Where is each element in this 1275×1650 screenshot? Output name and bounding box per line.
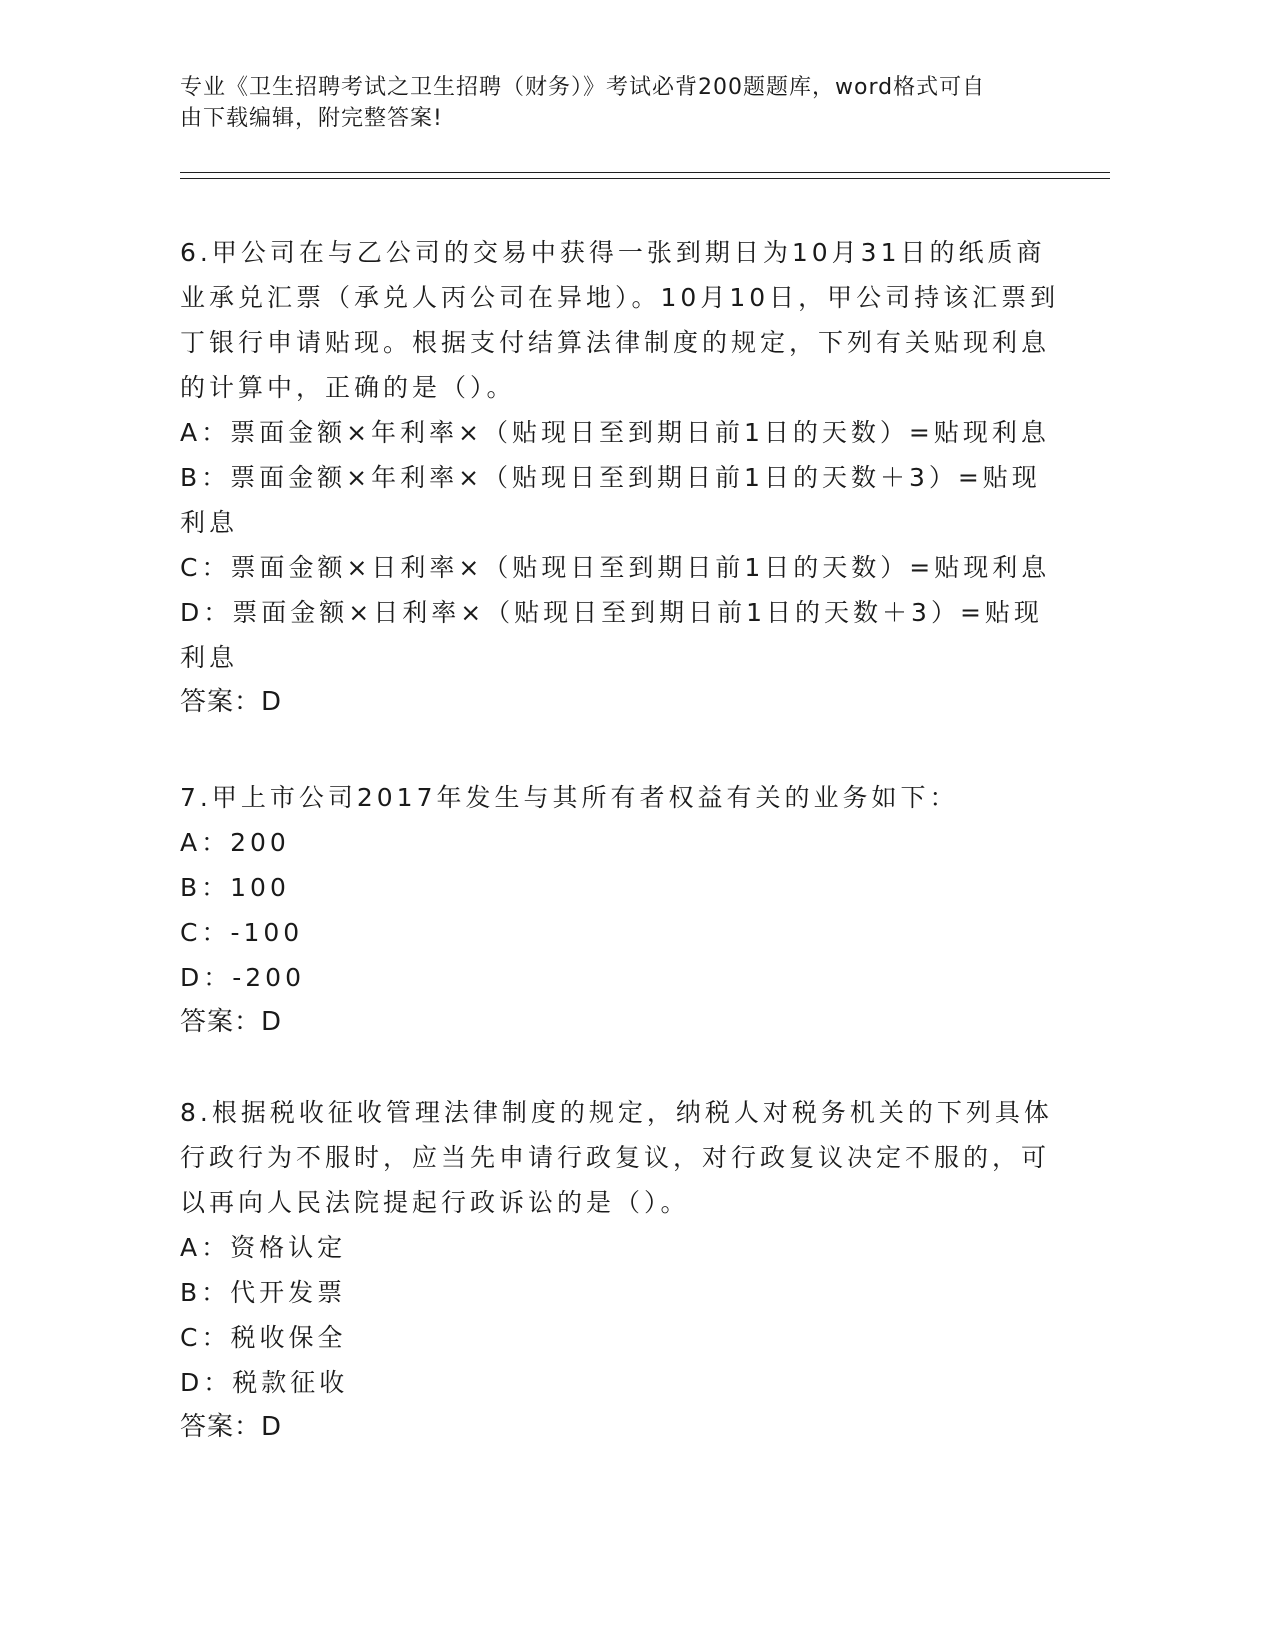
question-7 (180, 775, 1060, 1045)
header-line-1: 专业《卫生招聘考试之卫生招聘（财务）》考试必背200题题库，word格式可自 (180, 75, 986, 100)
question-text: 7.甲上市公司2017年发生与其所有者权益有关的业务如下： (180, 783, 959, 812)
question-text: 6.甲公司在与乙公司的交易中获得一张到期日为10月31日的纸质商业承兑汇票（承兑人丙公司在异地）。10月10日，甲公司持该汇票到丁银行申请贴现。根据支付结算法律制度的规定，下列有关贴现利息的计算中，正确的是（）。 (180, 238, 1060, 402)
option-c: C：-100 (180, 918, 304, 947)
option-b: B：票面金额×年利率×（贴现日至到期日前1日的天数＋3）=贴现利息 (180, 463, 1041, 537)
question-6 (180, 230, 1060, 725)
option-c: C：票面金额×日利率×（贴现日至到期日前1日的天数）=贴现利息 (180, 553, 1051, 582)
option-d: D：票面金额×日利率×（贴现日至到期日前1日的天数＋3）=贴现利息 (180, 598, 1043, 672)
option-a: A：资格认定 (180, 1233, 347, 1262)
option-d: D：税款征收 (180, 1368, 349, 1397)
header-divider-top (180, 172, 1110, 173)
answer: 答案：D (180, 1007, 283, 1037)
option-a: A：票面金额×年利率×（贴现日至到期日前1日的天数）=贴现利息 (180, 418, 1050, 447)
option-b: B：100 (180, 873, 290, 902)
option-c: C：税收保全 (180, 1323, 347, 1352)
header-divider-bottom (180, 178, 1110, 179)
answer: 答案：D (180, 687, 283, 717)
header-line-2: 由下载编辑，附完整答案! (180, 106, 443, 131)
option-b: B：代开发票 (180, 1278, 347, 1307)
answer: 答案：D (180, 1412, 283, 1442)
document-header (180, 72, 1040, 134)
question-8 (180, 1090, 1060, 1450)
option-d: D：-200 (180, 963, 305, 992)
question-text: 8.根据税收征收管理法律制度的规定，纳税人对税务机关的下列具体行政行为不服时，应当先申请行政复议，对行政复议决定不服的，可以再向人民法院提起行政诉讼的是（）。 (180, 1098, 1053, 1217)
option-a: A：200 (180, 828, 290, 857)
